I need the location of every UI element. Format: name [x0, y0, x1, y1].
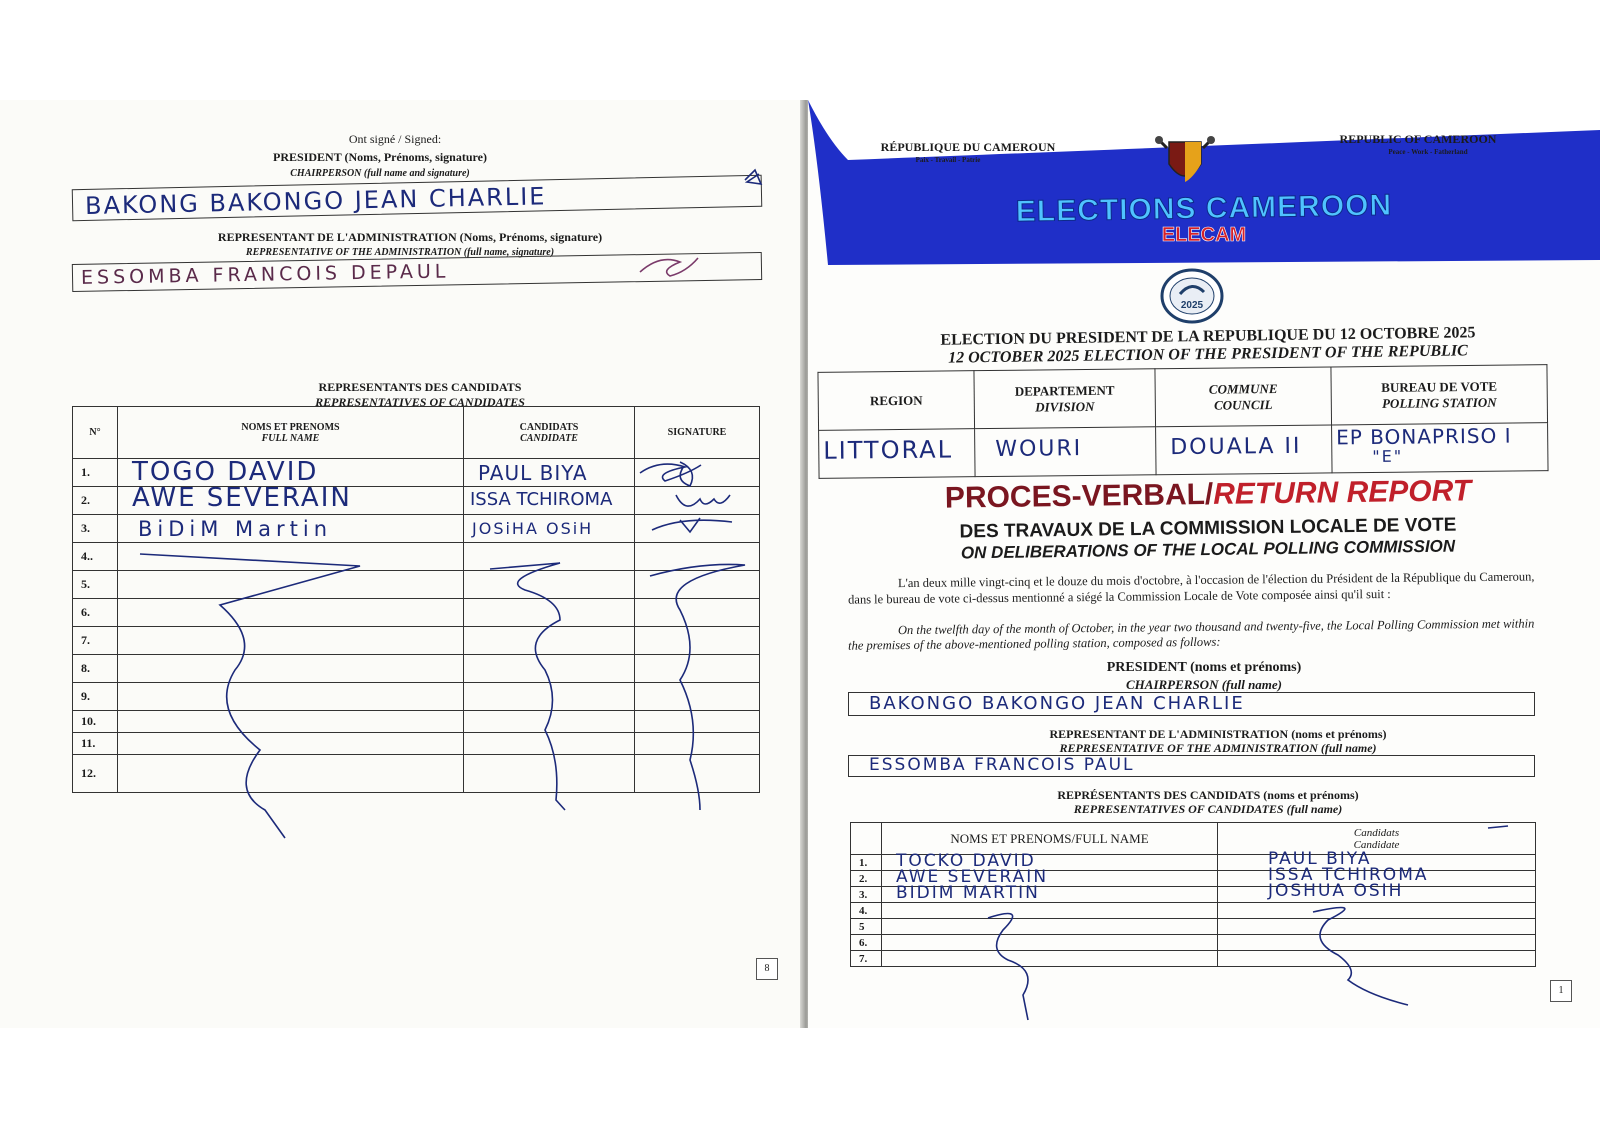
row-number: 3. [851, 887, 882, 903]
col-name-right: NOMS ET PRENOMS/FULL NAME [882, 823, 1218, 855]
president-label: PRESIDENT (Noms, Prénoms, signature) [273, 150, 487, 164]
admin-rep-name: ESSOMBA FRANCOIS DEPAUL [80, 260, 450, 289]
admin-rep-signature [640, 258, 698, 276]
strike-line-name [140, 554, 360, 838]
row-number: 12. [73, 755, 118, 793]
candidate-name: PAUL BIYA [478, 461, 588, 485]
admin-rep-label-en-right: REPRESENTATIVE OF THE ADMINISTRATION (full name) [1059, 741, 1377, 755]
region-value: LITTORAL [823, 435, 954, 465]
council-label: COUNCIL [1213, 396, 1273, 413]
signature-row-1 [640, 462, 701, 486]
candidates-reps-label-right: REPRÉSENTANTS DES CANDIDATS (noms et prénoms) [1057, 788, 1359, 802]
signed-label: Ont signé / Signed: [348, 132, 442, 146]
col-name-fr: NOMS ET PRENOMS [241, 421, 340, 433]
departement-value: WOURI [995, 436, 1083, 462]
candidate-name: ISSA TCHIROMA [1268, 865, 1429, 885]
bureau-suffix: "E" [1372, 446, 1404, 467]
row-number: 10. [73, 711, 118, 733]
strike-line-candidate [490, 563, 565, 810]
candidate-name: JOSiHA OSiH [472, 519, 594, 538]
signature-row-3 [652, 518, 732, 532]
departement-label: DEPARTEMENT [1014, 382, 1115, 399]
seal-year: 2025 [1180, 300, 1204, 311]
row-number: 5. [73, 571, 118, 599]
col-name-en: FULL NAME [261, 432, 320, 444]
row-number: 6. [851, 935, 882, 951]
motto-en: Peace - Work - Fatherland [1388, 148, 1468, 156]
election-title-fr: ELECTION DU PRESIDENT DE LA REPUBLIQUE DU 12 OCTOBRE 2025 [940, 324, 1476, 349]
president-name-right: BAKONGO BAKONGO JEAN CHARLIE [869, 693, 1245, 714]
candidates-reps-label-en-right: REPRESENTATIVES OF CANDIDATES (full name) [1073, 802, 1343, 816]
rep-name: TOGO DAVID [132, 457, 319, 487]
candidates-reps-title-en: REPRESENTATIVES OF CANDIDATES [315, 395, 525, 409]
row-number: 2. [851, 871, 882, 887]
president-name: BAKONG BAKONGO JEAN CHARLIE [84, 182, 547, 220]
candidate-name: ISSA TCHIROMA [470, 489, 613, 510]
intro-en: On the twelfth day of the month of October, in the year two thousand and twenty-five, the Local Polling Commission met within the premises of the above-mentioned polling station, composed as follows: [848, 616, 1535, 653]
subtitle-fr: DES TRAVAUX DE LA COMMISSION LOCALE DE VOTE [959, 514, 1457, 543]
right-page-ink [808, 100, 1600, 1028]
admin-rep-name-right: ESSOMBA FRANCOIS PAUL [869, 755, 1135, 775]
commune-label: COMMUNE [1208, 380, 1278, 397]
president-signature [745, 170, 761, 184]
col-candidate-fr: CANDIDATS [519, 421, 579, 433]
strike-line-name-right [988, 914, 1028, 1020]
polling-station-label: POLLING STATION [1381, 394, 1497, 411]
row-number: 8. [73, 655, 118, 683]
bureau-value: EP BONAPRISO I [1336, 423, 1512, 450]
pv-title-en: RETURN REPORT [1213, 474, 1472, 511]
right-page-number: 1 [1550, 980, 1572, 1002]
republic-fr: RÉPUBLIQUE DU CAMEROUN [880, 140, 1056, 154]
row-number: 6. [73, 599, 118, 627]
row-number: 9. [73, 683, 118, 711]
admin-rep-label: REPRESENTANT DE L'ADMINISTRATION (Noms, Prénoms, signature) [217, 230, 603, 244]
row-number: 4. [851, 903, 882, 919]
left-page [0, 100, 805, 1028]
rep-name: TOCKO DAVID [896, 851, 1036, 871]
commune-value: DOUALA II [1170, 433, 1302, 461]
col-number: N° [73, 407, 118, 459]
rep-name: AWE SEVERAIN [132, 483, 352, 513]
candidate-name: PAUL BIYA [1268, 849, 1372, 869]
rep-name: BIDIM MARTIN [896, 883, 1040, 903]
bureau-label: BUREAU DE VOTE [1381, 378, 1498, 395]
chairperson-label: CHAIRPERSON (full name and signature) [290, 168, 470, 179]
chairperson-label-right: CHAIRPERSON (full name) [1125, 677, 1283, 692]
rep-name: BiDiM Martin [138, 517, 333, 541]
president-label-right: PRESIDENT (noms et prénoms) [1106, 660, 1302, 675]
admin-rep-label-en: REPRESENTATIVE OF THE ADMINISTRATION (full name, signature) [245, 247, 555, 258]
col-candidate-right-en: Candidate [1353, 838, 1400, 851]
region-header: REGION [818, 371, 975, 431]
intro-fr: L'an deux mille vingt-cinq et le douze du mois d'octobre, à l'occasion de l'élection du Président de la République du Cameroun, dans le bureau de vote ci-dessus mentionné a siégé la Commission Locale de Vote composée ainsi qu'il suit : [848, 569, 1535, 607]
right-page [808, 100, 1600, 1028]
row-number: 11. [73, 733, 118, 755]
strike-line-candidate-right [1313, 908, 1408, 1006]
left-page-number: 8 [756, 958, 778, 980]
elections-cameroon-title: ELECTIONS CAMEROON [1015, 188, 1393, 229]
col-candidate-en: CANDIDATE [520, 432, 578, 444]
subtitle-en: ON DELIBERATIONS OF THE LOCAL POLLING COMMISSION [960, 536, 1456, 563]
row-number: 4.. [73, 543, 118, 571]
row-number: 2. [73, 487, 118, 515]
row-number: 7. [73, 627, 118, 655]
row-number: 7. [851, 951, 882, 967]
col-signature: SIGNATURE [635, 407, 760, 459]
signature-row-2 [676, 495, 730, 506]
division-label: DIVISION [1035, 398, 1095, 415]
republic-en: REPUBLIC OF CAMEROON [1339, 132, 1497, 146]
strike-line-signature [650, 564, 745, 810]
candidates-reps-title: REPRESENTANTS DES CANDIDATS [318, 380, 522, 394]
pv-title-fr: PROCES-VERBAL/ [944, 477, 1214, 515]
row-number: 3. [73, 515, 118, 543]
election-title-en: 12 OCTOBER 2025 ELECTION OF THE PRESIDENT OF THE REPUBLIC [948, 342, 1468, 367]
row-number: 1. [851, 855, 882, 871]
row-number: 1. [73, 459, 118, 487]
elecam-label: ELECAM [1161, 224, 1247, 246]
admin-rep-label-right: REPRESENTANT DE L'ADMINISTRATION (noms et prénoms) [1049, 727, 1387, 741]
left-page-ink [0, 100, 805, 1028]
rep-name: AWE SEVERAIN [896, 867, 1049, 887]
candidate-name: JOSHUA OSIH [1268, 881, 1404, 901]
row-number: 5 [851, 919, 882, 935]
dash-mark [1488, 826, 1508, 828]
col-candidate-right-fr: Candidats [1353, 826, 1400, 839]
motto-fr: Paix - Travail - Patrie [915, 156, 981, 164]
